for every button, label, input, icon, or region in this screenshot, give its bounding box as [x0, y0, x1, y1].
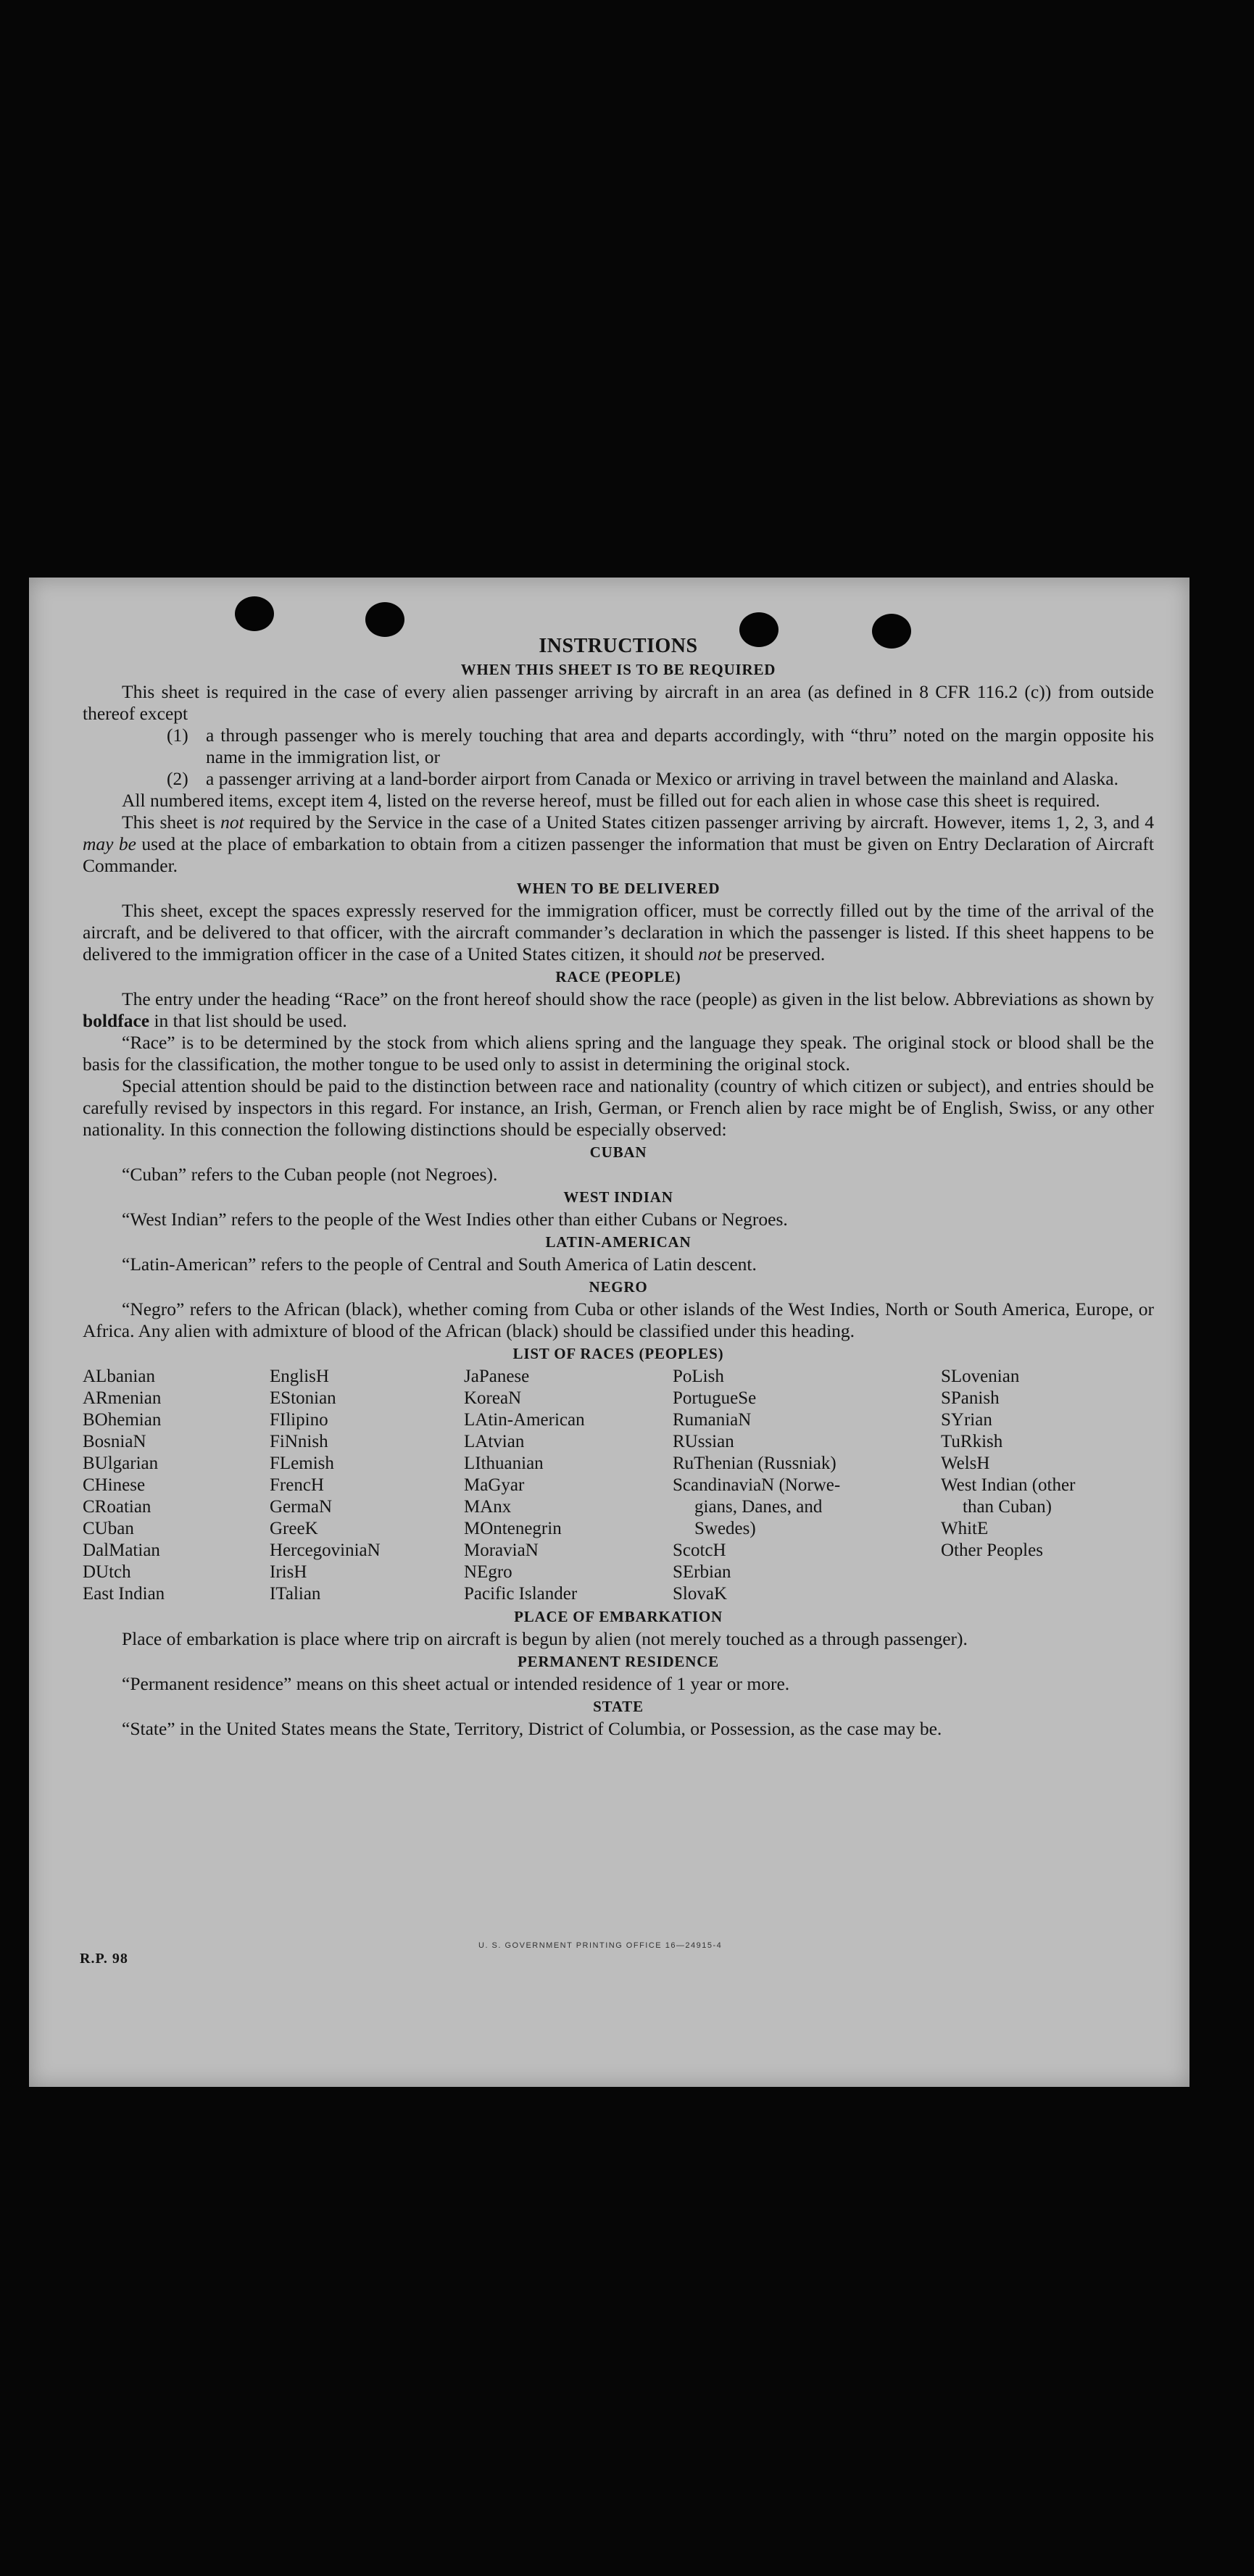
race-column — [270, 1366, 464, 1605]
race-entry: FrencH — [270, 1475, 324, 1495]
race-entry: FLemish — [270, 1454, 334, 1473]
section-heading-race: RACE (PEOPLE) — [555, 968, 681, 985]
race-entry: IrisH — [270, 1562, 307, 1582]
race-entry: gians, Danes, and — [694, 1497, 823, 1517]
race-entry: LIthuanian — [464, 1454, 544, 1473]
section-heading-west-indian: WEST INDIAN — [563, 1188, 673, 1206]
instruction-sheet — [29, 578, 1189, 2087]
paragraph-state: “State” in the United States means the State, Territory, District of Columbia, or Possession, as the case may be. — [122, 1718, 942, 1739]
section-heading-embarkation: PLACE OF EMBARKATION — [514, 1608, 723, 1625]
race-entry: MoraviaN — [464, 1541, 539, 1560]
race-column — [673, 1366, 941, 1605]
section-heading-latin-american: LATIN-AMERICAN — [545, 1233, 692, 1251]
section-heading-list-of-races: LIST OF RACES (PEOPLES) — [512, 1345, 724, 1362]
paragraph-negro: “Negro” refers to the African (black), whether coming from Cuba or other islands of the West Indies, North or South America, Europe, or Africa. Any alien with admixture of blood of the African (black) should be classified under this heading. — [83, 1299, 1154, 1341]
race-column — [464, 1366, 673, 1605]
race-entry: DUtch — [83, 1562, 131, 1582]
race-entry: Swedes) — [694, 1519, 756, 1538]
printer-imprint: U. S. GOVERNMENT PRINTING OFFICE 16—24915-4 — [478, 1941, 723, 1950]
section-heading-when-required: WHEN THIS SHEET IS TO BE REQUIRED — [460, 661, 776, 678]
race-column — [941, 1366, 1151, 1605]
paragraph-required-intro: This sheet is required in the case of every alien passenger arriving by aircraft in an area (as defined in 8 CFR 116.2 (c)) from outside thereof except — [83, 681, 1154, 724]
race-entry: BOhemian — [83, 1410, 162, 1430]
race-entry: RUssian — [673, 1432, 734, 1451]
form-number: R.P. 98 — [80, 1951, 128, 1967]
race-entry: EnglisH — [270, 1367, 329, 1386]
race-entry: EStonian — [270, 1388, 336, 1408]
race-entry: GreeK — [270, 1519, 318, 1538]
race-entry: JaPanese — [464, 1367, 530, 1386]
paragraph-west-indian: “West Indian” refers to the people of the West Indies other than either Cubans or Negroes. — [122, 1209, 788, 1230]
paragraph-delivery: This sheet, except the spaces expressly reserved for the immigration officer, must be correctly filled out by the time of the arrival of the aircraft, and be delivered to that officer, with the aircraft commander’s declaration in which the passenger is listed. If this sheet happens to be delivered to the immigration officer in the case of a United States citizen, it should not be preserved. — [83, 900, 1154, 964]
paragraph-latin-american: “Latin-American” refers to the people of Central and South America of Latin descent. — [122, 1254, 757, 1275]
paragraph-cuban: “Cuban” refers to the Cuban people (not Negroes). — [122, 1164, 498, 1185]
race-entry: CUban — [83, 1519, 134, 1538]
page-title: INSTRUCTIONS — [539, 635, 698, 657]
race-entry: than Cuban) — [963, 1497, 1052, 1517]
race-entry: FiNnish — [270, 1432, 328, 1451]
race-entry: GermaN — [270, 1497, 333, 1517]
race-entry: BosniaN — [83, 1432, 146, 1451]
race-entry: MaGyar — [464, 1475, 525, 1495]
race-entry: LAtin-American — [464, 1410, 585, 1430]
paragraph-residence: “Permanent residence” means on this sheet actual or intended residence of 1 year or more. — [122, 1673, 790, 1694]
race-entry: MOntenegrin — [464, 1519, 562, 1538]
item-number: (2) — [167, 768, 188, 789]
race-entry: LAtvian — [464, 1432, 525, 1451]
race-entry: RuThenian (Russniak) — [673, 1454, 836, 1473]
paragraph-race-entry: The entry under the heading “Race” on the front hereof should show the race (people) as given in the list below. Abbreviations as shown by boldface in that list should be used. — [83, 988, 1154, 1031]
item-text: a through passenger who is merely touching that area and departs accordingly, with “thru” noted on the margin opposite his name in the immigration list, or — [206, 725, 1154, 767]
paragraph-race-definition: “Race” is to be determined by the stock from which aliens spring and the language they speak. The original stock or blood shall be the basis for the classification, the mother tongue to be used only to assist in determining the original stock. — [83, 1032, 1154, 1075]
race-entry: Other Peoples — [941, 1541, 1043, 1560]
race-entry: SlovaK — [673, 1584, 727, 1604]
race-entry: CRoatian — [83, 1497, 151, 1517]
race-entry: West Indian (other — [941, 1475, 1076, 1495]
race-list — [83, 1366, 1154, 1605]
punch-hole — [235, 596, 274, 631]
race-column — [83, 1366, 270, 1605]
race-entry: ARmenian — [83, 1388, 162, 1408]
race-entry: East Indian — [83, 1584, 165, 1604]
race-entry: DalMatian — [83, 1541, 160, 1560]
race-entry: RumaniaN — [673, 1410, 752, 1430]
exception-item-1 — [167, 725, 1154, 768]
race-entry: BUlgarian — [83, 1454, 159, 1473]
race-entry: PortugueSe — [673, 1388, 757, 1408]
item-text: a passenger arriving at a land-border airport from Canada or Mexico or arriving in travel between the mainland and Alaska. — [206, 768, 1118, 789]
race-entry: ALbanian — [83, 1367, 155, 1386]
paragraph-race-nationality: Special attention should be paid to the distinction between race and nationality (country of which citizen or subject), and entries should be carefully revised by inspectors in this regard. For instance, an Irish, German, or French alien by race might be of English, Swiss, or any other nationality. In this connection the following distinctions should be especially observed: — [83, 1075, 1154, 1140]
race-entry: SErbian — [673, 1562, 731, 1582]
section-heading-when-delivered: WHEN TO BE DELIVERED — [516, 880, 721, 897]
race-entry: CHinese — [83, 1475, 146, 1495]
item-number: (1) — [167, 725, 188, 746]
race-entry: WhitE — [941, 1519, 989, 1538]
race-entry: ScotcH — [673, 1541, 726, 1560]
race-entry: ScandinaviaN (Norwe- — [673, 1475, 841, 1495]
race-entry: TuRkish — [941, 1432, 1003, 1451]
race-entry: SYrian — [941, 1410, 992, 1430]
race-entry: WelsH — [941, 1454, 990, 1473]
race-entry: FIlipino — [270, 1410, 328, 1430]
paragraph-numbered-items: All numbered items, except item 4, listed on the reverse hereof, must be filled out for each alien in whose case this sheet is required. — [122, 790, 1100, 811]
race-entry: SPanish — [941, 1388, 1000, 1408]
race-entry: NEgro — [464, 1562, 512, 1582]
race-entry: ITalian — [270, 1584, 321, 1604]
section-heading-state: STATE — [593, 1698, 644, 1715]
race-entry: KoreaN — [464, 1388, 522, 1408]
race-entry: Pacific Islander — [464, 1584, 578, 1604]
race-entry: PoLish — [673, 1367, 724, 1386]
race-entry: SLovenian — [941, 1367, 1020, 1386]
race-entry: MAnx — [464, 1497, 512, 1517]
section-heading-negro: NEGRO — [589, 1278, 648, 1296]
section-heading-residence: PERMANENT RESIDENCE — [518, 1653, 719, 1670]
exception-item-2 — [167, 768, 1154, 790]
punch-hole — [365, 602, 404, 637]
instructions-content — [83, 635, 1154, 1740]
paragraph-embarkation: Place of embarkation is place where trip on aircraft is begun by alien (not merely touched as a through passenger). — [122, 1628, 968, 1649]
race-entry: HercegoviniaN — [270, 1541, 381, 1560]
section-heading-cuban: CUBAN — [589, 1143, 647, 1161]
paragraph-citizen: This sheet is not required by the Service in the case of a United States citizen passenger arriving by aircraft. However, items 1, 2, 3, and 4 may be used at the place of embarkation to obtain from a citizen passenger the information that must be given on Entry Declaration of Aircraft Commander. — [83, 812, 1154, 876]
